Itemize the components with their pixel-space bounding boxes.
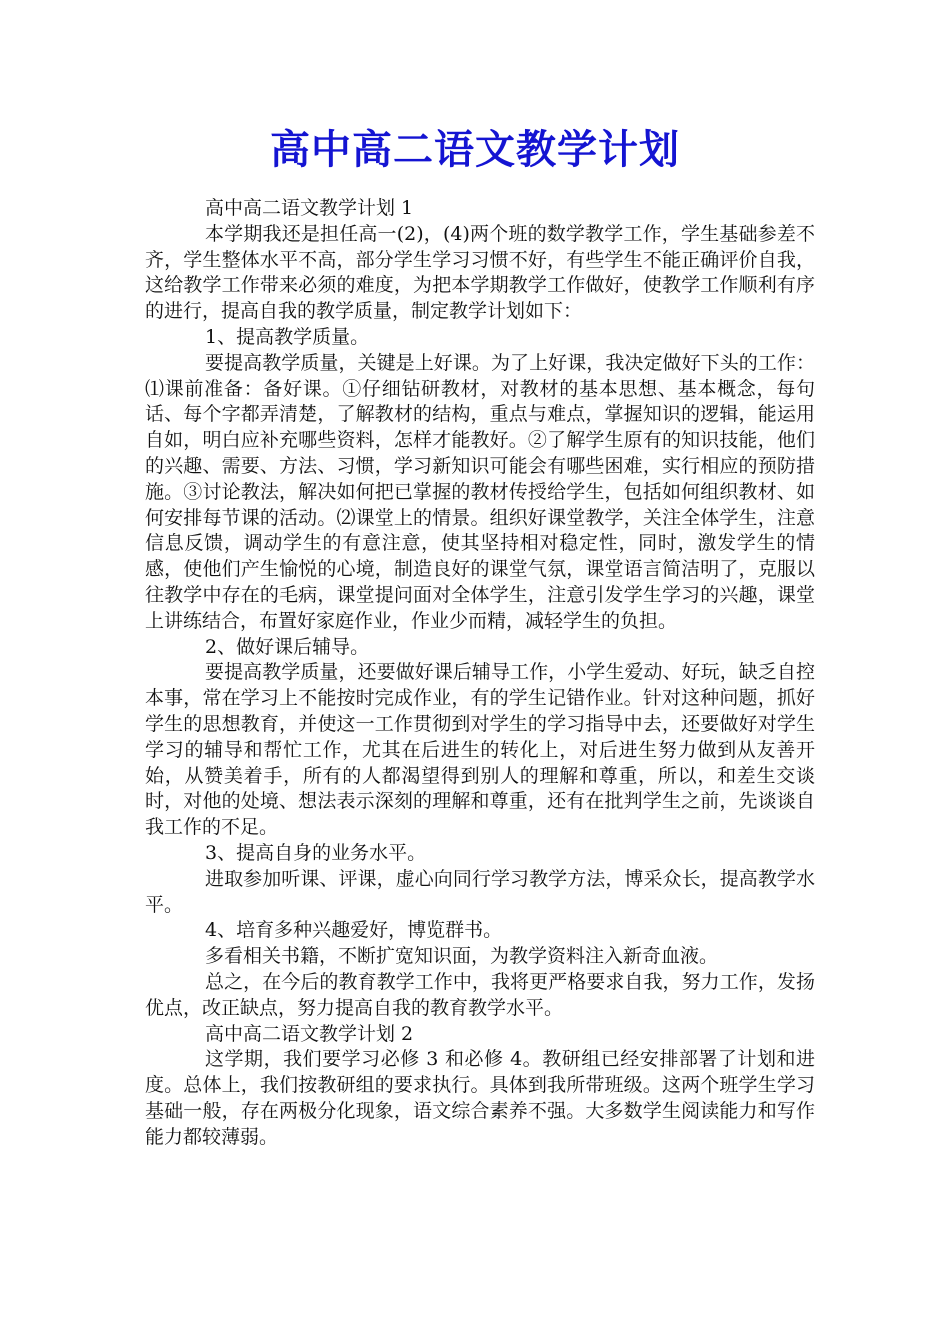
- paragraph: 本学期我还是担任高一(2)，(4)两个班的数学教学工作，学生基础参差不齐，学生整体水平不高，部分学生学习习惯不好，有些学生不能正确评价自我，这给教学工作带来必须的难度，为把本学期教学工作做好，使教学工作顺利有序的进行，提高自我的教学质量，制定教学计划如下：: [145, 222, 815, 323]
- paragraph: 总之，在今后的教育教学工作中，我将更严格要求自我，努力工作，发扬优点，改正缺点，努力提高自我的教育教学水平。: [145, 970, 815, 1019]
- item-heading: 2、做好课后辅导。: [205, 635, 370, 658]
- paragraph: 多看相关书籍，不断扩宽知识面，为教学资料注入新奇血液。: [205, 945, 719, 968]
- paragraph: 进取参加听课、评课，虚心向同行学习教学方法，博采众长，提高教学水平。: [145, 867, 815, 916]
- section-heading: 高中高二语文教学计划 1: [205, 197, 414, 219]
- item-heading: 4、培育多种兴趣爱好，博览群书。: [205, 919, 503, 942]
- paragraph: 要提高教学质量，关键是上好课。为了上好课，我决定做好下头的工作：⑴课前准备：备好课。①仔细钻研教材，对教材的基本思想、基本概念，每句话、每个字都弄清楚，了解教材的结构，重点与难点，掌握知识的逻辑，能运用自如，明白应补充哪些资料，怎样才能教好。②了解学生原有的知识技能，他们的兴趣、需要、方法、习惯，学习新知识可能会有哪些困难，实行相应的预防措施。③讨论教法，解决如何把已掌握的教材传授给学生，包括如何组织教材、如何安排每节课的活动。⑵课堂上的情景。组织好课堂教学，关注全体学生，注意信息反馈，调动学生的有意注意，使其坚持相对稳定性，同时，激发学生的情感，使他们产生愉悦的心境，制造良好的课堂气氛，课堂语言简洁明了，克服以往教学中存在的毛病，课堂提问面对全体学生，注意引发学生学习的兴趣，课堂上讲练结合，布置好家庭作业，作业少而精，减轻学生的负担。: [145, 351, 815, 632]
- item-heading: 3、提高自身的业务水平。: [205, 841, 427, 864]
- section-heading: 高中高二语文教学计划 2: [205, 1022, 414, 1045]
- document-body: [145, 196, 815, 1150]
- paragraph: 要提高教学质量，还要做好课后辅导工作，小学生爱动、好玩，缺乏自控本事，常在学习上不能按时完成作业，有的学生记错作业。针对这种问题，抓好学生的思想教育，并使这一工作贯彻到对学生的学习指导中去，还要做好对学生学习的辅导和帮忙工作，尤其在后进生的转化上，对后进生努力做到从友善开始，从赞美着手，所有的人都渴望得到别人的理解和尊重，所以，和差生交谈时，对他的处境、想法表示深刻的理解和尊重，还有在批判学生之前，先谈谈自我工作的不足。: [145, 661, 815, 839]
- paragraph: 这学期，我们要学习必修 3 和必修 4。教研组已经安排部署了计划和进度。总体上，我们按教研组的要求执行。具体到我所带班级。这两个班学生学习基础一般，存在两极分化现象，语文综合素养不强。大多数学生阅读能力和写作能力都较薄弱。: [145, 1048, 815, 1148]
- document-title: 高中高二语文教学计划: [270, 126, 680, 173]
- item-heading: 1、提高教学质量。: [205, 325, 370, 348]
